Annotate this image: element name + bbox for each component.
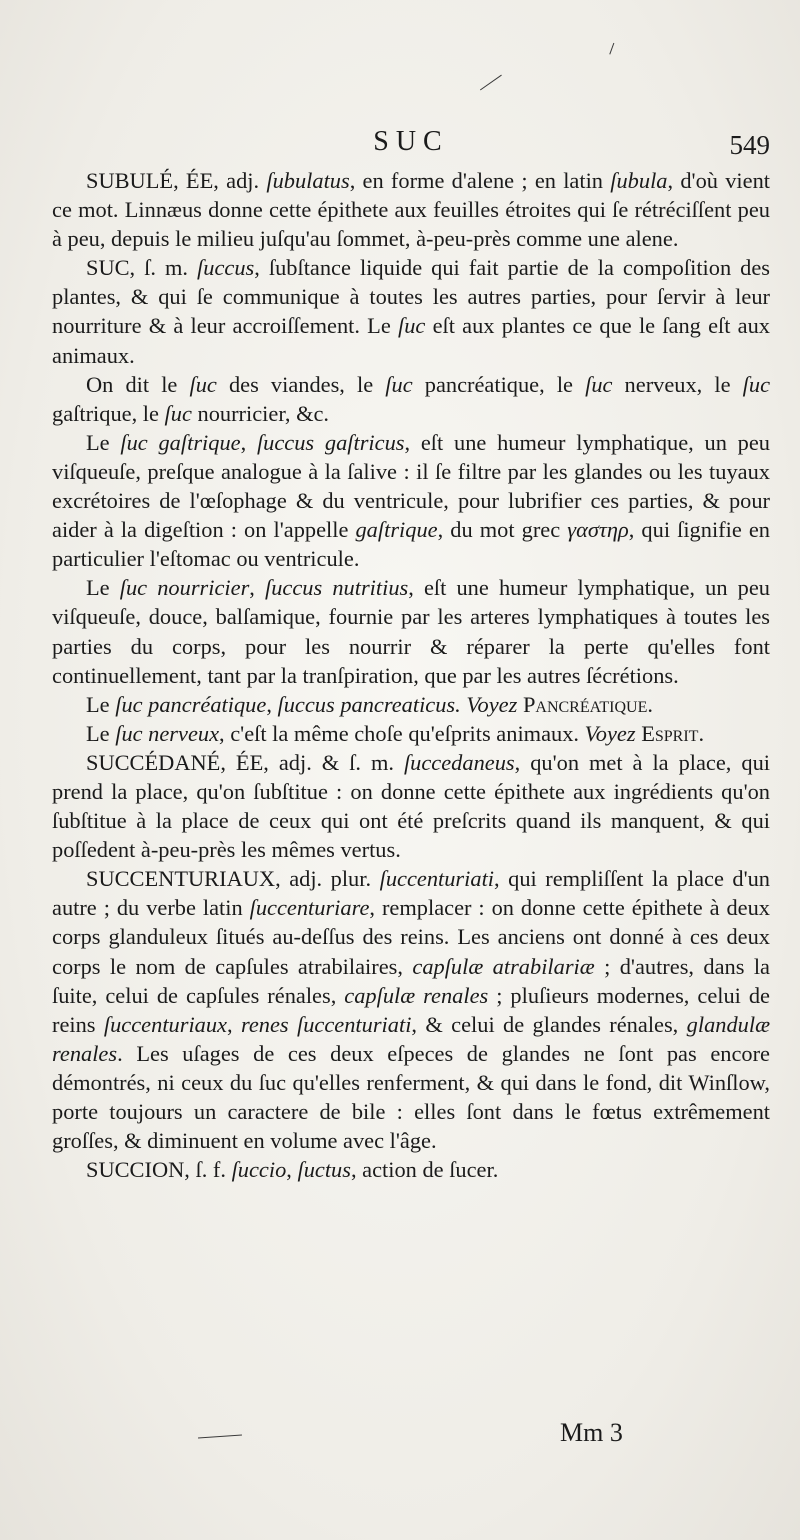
entry-paragraph	[52, 864, 770, 1155]
ink-mark	[609, 43, 614, 55]
italic-text: ſuc nerveux	[115, 720, 220, 746]
italic-text: ſuc	[189, 371, 217, 397]
entry-paragraph	[52, 748, 770, 864]
entry-paragraph	[52, 573, 770, 689]
text-run: , action de ſucer.	[350, 1157, 499, 1183]
text-run: SUCCÉDANÉ, ÉE, adj. & ſ. m.	[86, 749, 404, 775]
entry-paragraph	[52, 166, 770, 253]
text-run: ,	[286, 1157, 298, 1183]
text-run: .	[647, 691, 653, 717]
entry-paragraph	[52, 370, 770, 428]
italic-text: ſubulatus	[266, 168, 350, 193]
text-run: , du mot grec	[437, 517, 568, 543]
text-run: nourricier, &c.	[191, 400, 330, 426]
italic-text: renes ſuccenturiati	[240, 1011, 412, 1037]
italic-text: gaſtrique	[355, 517, 438, 543]
text-run: Le	[86, 429, 121, 455]
dictionary-text	[52, 166, 770, 1184]
text-run: ; pluſieurs modernes, celui de reins	[52, 982, 770, 1037]
italic-text: ſuc gaſtrique	[120, 429, 241, 455]
italic-text: ſuc	[585, 371, 613, 397]
text-run: eſt aux plantes ce que le ſang eſt aux animaux.	[52, 313, 770, 368]
italic-text: ſuctus	[297, 1157, 351, 1183]
entry-paragraph	[52, 253, 770, 369]
entry-paragraph	[52, 719, 770, 748]
small-caps-text: Esprit	[641, 720, 699, 746]
text-run: des viandes, le	[216, 371, 386, 397]
text-run: nerveux, le	[612, 371, 743, 397]
italic-text: ſuccus gaſtricus	[256, 429, 405, 455]
text-run: . Les uſages de ces deux eſpeces de glandes ne ſont pas encore démontrés, ni ceux du ſuc qu'elles renferment, & qui dans le fond, dit Winſlow, porte toujours un caractere de bile : elles ſont dans le fœtus extrêmement groſſes, & diminuent en volume avec l'âge.	[52, 1040, 770, 1154]
ink-mark	[480, 75, 502, 91]
text-run: SUCCION, ſ. f.	[86, 1157, 232, 1183]
entry-paragraph	[52, 1155, 770, 1184]
text-run: Le	[86, 575, 120, 601]
text-run: Le	[86, 691, 116, 717]
italic-text: γαστηρ	[567, 517, 629, 543]
small-caps-text: Pancréatique	[522, 691, 648, 717]
signature-mark: Mm 3	[560, 1418, 623, 1447]
italic-text: glandulæ renales	[52, 1011, 771, 1066]
text-run: .	[698, 720, 705, 746]
italic-text: capſulæ atrabilariæ	[412, 953, 595, 979]
text-run: ,	[240, 429, 257, 455]
italic-text: ſuc	[385, 371, 413, 397]
text-run: SUBULÉ, ÉE, adj.	[86, 168, 267, 193]
entry-paragraph	[52, 428, 770, 573]
text-run: SUCCENTURIAUX, adj. plur.	[86, 866, 380, 892]
italic-text: ſuc	[398, 313, 426, 339]
italic-text: Voyez	[584, 720, 636, 746]
text-run: , eſt une humeur lymphatique, un peu viſqueuſe, douce, balſamique, fournie par les arteres lymphatiques à toutes les parties du corps, pour les nourrir & réparer la perte qu'elles font continuellement, tant par la tranſpiration, que par les autres ſécrétions.	[52, 575, 770, 688]
italic-text: ſuccio	[231, 1157, 287, 1183]
italic-text: ſuccus pancreaticus. Voyez	[277, 691, 518, 717]
running-head-title: SUC	[373, 126, 449, 157]
ink-mark	[198, 1434, 242, 1438]
text-run: ,	[227, 1011, 241, 1037]
text-run: , qui rempliſſent la place d'un autre ; du verbe latin	[52, 866, 771, 921]
text-run: Le	[86, 720, 116, 746]
text-run: , ſubſtance liquide qui fait partie de la compoſition des plantes, & qui ſe communique à toutes les autres parties, pour ſervir à leur nourriture & à leur accroiſſement. Le	[52, 255, 771, 339]
italic-text: capſulæ renales	[344, 982, 489, 1008]
text-run: pancréatique, le	[412, 371, 586, 397]
italic-text: ſuc	[742, 371, 771, 397]
italic-text: ſuccedaneus	[403, 749, 515, 775]
running-head	[52, 126, 770, 166]
italic-text: ſuccus nutritius	[265, 575, 409, 601]
italic-text: ſuccenturiaux	[103, 1011, 227, 1037]
italic-text: ſuc nourricier	[119, 575, 250, 601]
italic-text: ſubula	[610, 168, 668, 193]
text-run: ; d'autres, dans la ſuite, celui de capſules rénales,	[52, 953, 770, 1008]
italic-text: ſuc pancréatique	[115, 691, 267, 717]
italic-text: ſuccus	[197, 255, 255, 281]
text-run: ,	[249, 575, 266, 601]
text-run: On dit le	[86, 371, 190, 397]
text-run: gaſtrique, le	[52, 400, 165, 426]
italic-text: ſuc	[164, 400, 192, 426]
italic-text: ſuccenturiare	[249, 895, 370, 921]
text-run: , qu'on met à la place, qui prend la place, qu'on ſubſtitue : on donne cette épithete aux ingrédients qu'on ſubſtitue à la place de ceux qui ont été preſcrits quand ils manquent, & qui poſſedent à-peu-près les mêmes vertus.	[52, 749, 770, 863]
entry-paragraph	[52, 690, 770, 719]
text-run: , eſt une humeur lymphatique, un peu viſqueuſe, preſque analogue à la ſalive : il ſe filtre par les glandes ou les tuyaux excrétoires de l'œſophage & du ventricule, pour lubrifier ces parties, & pour aider à la digeſtion : on l'appelle	[52, 429, 770, 543]
text-run: , & celui de glandes rénales,	[411, 1011, 687, 1037]
text-run: , remplacer : on donne cette épithete à deux corps glanduleux ſitués au-deſſus des reins. Les anciens ont donné à ces deux corps le nom de capſules atrabilaires,	[52, 895, 771, 979]
text-run: , c'eſt la même choſe qu'eſprits animaux.	[219, 720, 585, 746]
page-number: 549	[729, 130, 770, 160]
text-run: , qui ſignifie en particulier l'eſtomac ou ventricule.	[52, 517, 770, 572]
text-run: , d'où vient ce mot. Linnæus donne cette épithete aux feuilles étroites qui ſe rétréciſſent peu à peu, depuis le milieu juſqu'au ſommet, à-peu-près comme une alene.	[52, 168, 770, 252]
text-run: SUC, ſ. m.	[86, 255, 198, 281]
text-run: ,	[266, 691, 278, 717]
italic-text: ſuccenturiati	[379, 866, 495, 892]
text-run: , en forme d'alene ; en latin	[349, 168, 611, 193]
